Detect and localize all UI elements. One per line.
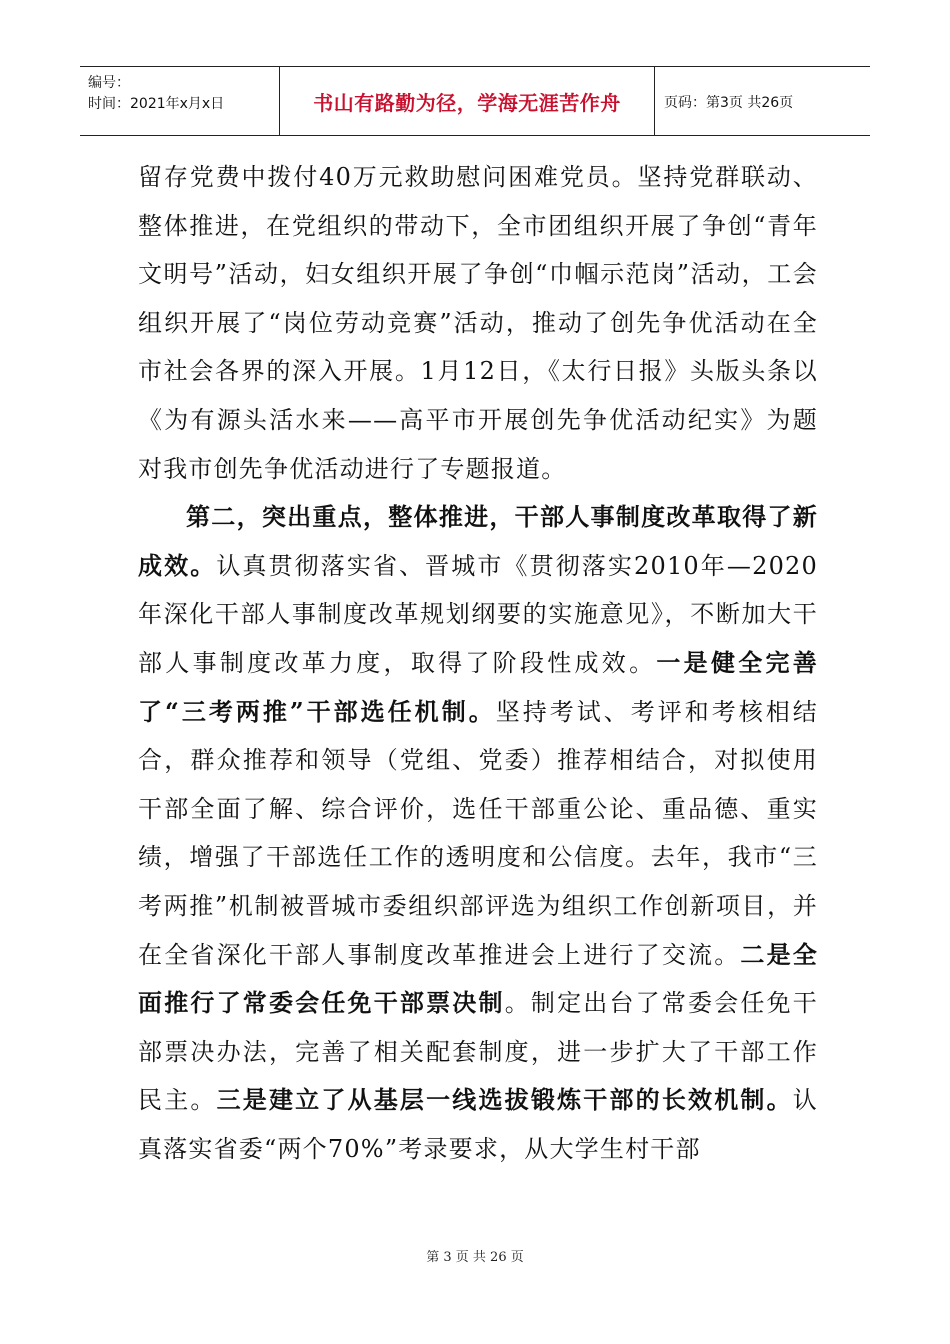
subpoint-3-heading: 三是建立了从基层一线选拔锻炼干部的长效机制。 bbox=[216, 1085, 793, 1115]
subpoint-1-heading: 一是健全完善了“三考两推”干部选任机制。 bbox=[138, 647, 818, 726]
paragraph-2-text-3: 。制定出台了常委会任免干部票决办法，完善了相关配套制度，进一步扩大了干部工作民主。 bbox=[138, 989, 818, 1115]
document-number-label: 编号： bbox=[88, 75, 130, 91]
paragraph-2-text-4: 认真落实省委“两个70%”考录要求，从大学生村干部 bbox=[138, 1086, 818, 1163]
subpoint-2-heading: 二是全面推行了常委会任免干部票决制 bbox=[138, 939, 818, 1018]
section-heading-2: 第二，突出重点，整体推进，干部人事制度改革取得了新成效。 bbox=[138, 502, 818, 580]
page-footer: 第 3 页 共 26 页 bbox=[426, 1250, 524, 1265]
page-header bbox=[80, 66, 870, 136]
document-time-label: 时间：2021年x月x日 bbox=[88, 96, 225, 112]
header-page-info: 页码：第3页 共26页 bbox=[664, 95, 794, 111]
paragraph-2-text-2: 坚持考试、考评和考核相结合，群众推荐和领导（党组、党委）推荐相结合，对拟使用干部全面了解、综合评价，选任干部重公论、重品德、重实绩，增强了干部选任工作的透明度和公信度。去年，我市“三考两推”机制被晋城市委组织部评选为组织工作创新项目，并在全省深化干部人事制度改革推进会上进行了交流。 bbox=[138, 697, 818, 969]
header-divider-right bbox=[654, 66, 655, 136]
paragraph-1: 留存党费中拨付40万元救助慰问困难党员。坚持党群联动、整体推进，在党组织的带动下，全市团组织开展了争创“青年文明号”活动，妇女组织开展了争创“巾帼示范岗”活动，工会组织开展了“岗位劳动竞赛”活动，推动了创先争优活动在全市社会各界的深入开展。1月12日，《太行日报》头版头条以《为有源头活水来——高平市开展创先争优活动纪实》为题对我市创先争优活动进行了专题报道。 bbox=[138, 163, 818, 483]
paragraph-2 bbox=[138, 493, 818, 1173]
paragraph-2-text-1: 认真贯彻落实省、晋城市《贯彻落实2010年—2020年深化干部人事制度改革规划纲要的实施意见》，不断加大干部人事制度改革力度，取得了阶段性成效。 bbox=[138, 551, 818, 677]
header-motto: 书山有路勤为径，学海无涯苦作舟 bbox=[313, 90, 621, 115]
document-body bbox=[138, 153, 818, 1173]
